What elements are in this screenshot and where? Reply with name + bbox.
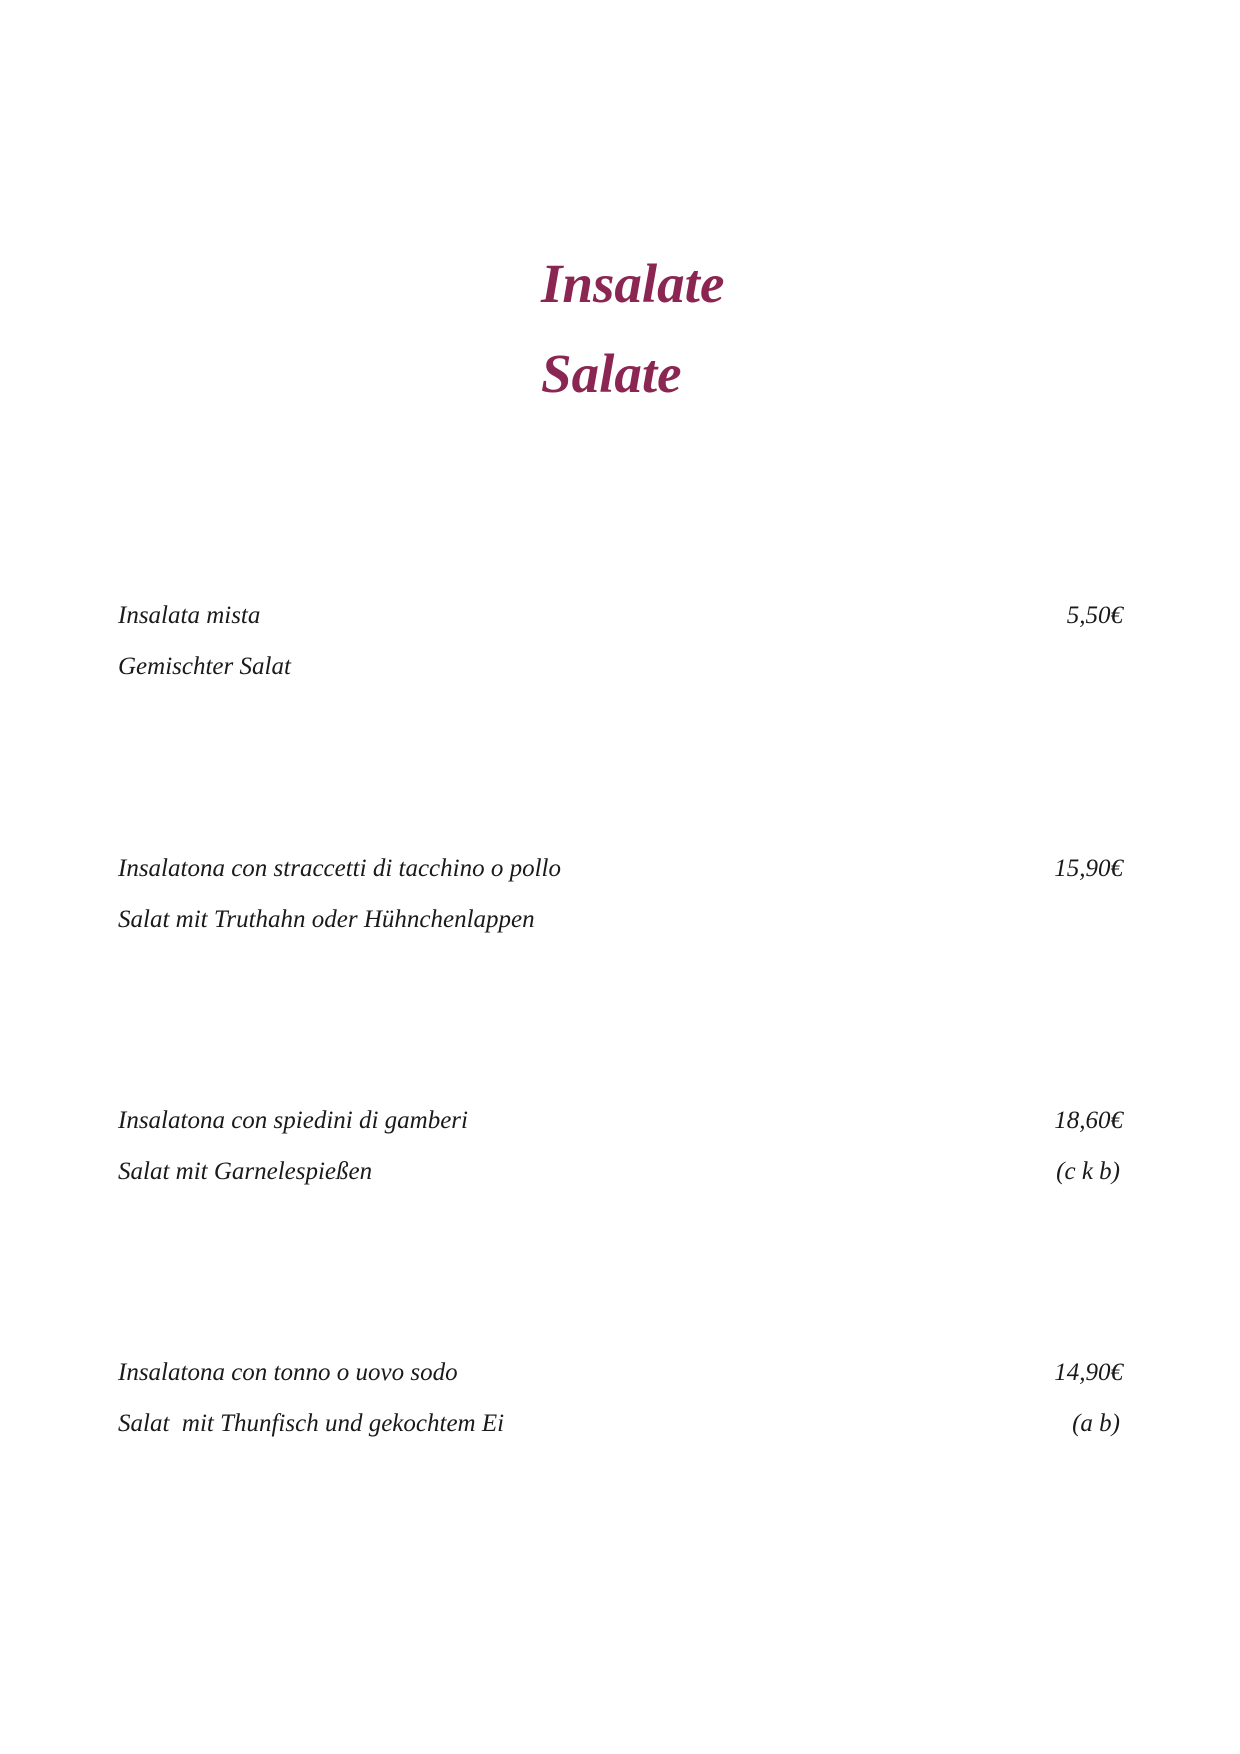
item-name-italian: Insalata mista	[118, 602, 261, 629]
page-title-italian: Insalate	[541, 253, 725, 314]
item-name-german: Gemischter Salat	[118, 653, 291, 680]
item-allergens: (c k b)	[1056, 1158, 1120, 1185]
menu-item-insalatona-tonno	[118, 1360, 1123, 1470]
menu-item-insalatona-tacchino	[118, 856, 1123, 966]
item-name-italian: Insalatona con straccetti di tacchino o pollo	[118, 855, 561, 882]
item-name-german: Salat mit Truthahn oder Hühnchenlappen	[118, 906, 535, 933]
item-name-german: Salat mit Thunfisch und gekochtem Ei	[118, 1410, 505, 1437]
item-price: 5,50€	[1066, 602, 1123, 629]
menu-item-insalata-mista	[118, 603, 1123, 713]
item-name-german: Salat mit Garnelespießen	[118, 1158, 373, 1185]
item-price: 15,90€	[1054, 855, 1123, 882]
page-title-german: Salate	[541, 343, 682, 404]
item-price: 14,90€	[1054, 1359, 1123, 1386]
item-name-italian: Insalatona con tonno o uovo sodo	[118, 1359, 458, 1386]
menu-item-insalatona-gamberi	[118, 1108, 1123, 1218]
item-name-italian: Insalatona con spiedini di gamberi	[118, 1107, 468, 1134]
item-allergens: (a b)	[1072, 1410, 1120, 1437]
item-price: 18,60€	[1054, 1107, 1123, 1134]
